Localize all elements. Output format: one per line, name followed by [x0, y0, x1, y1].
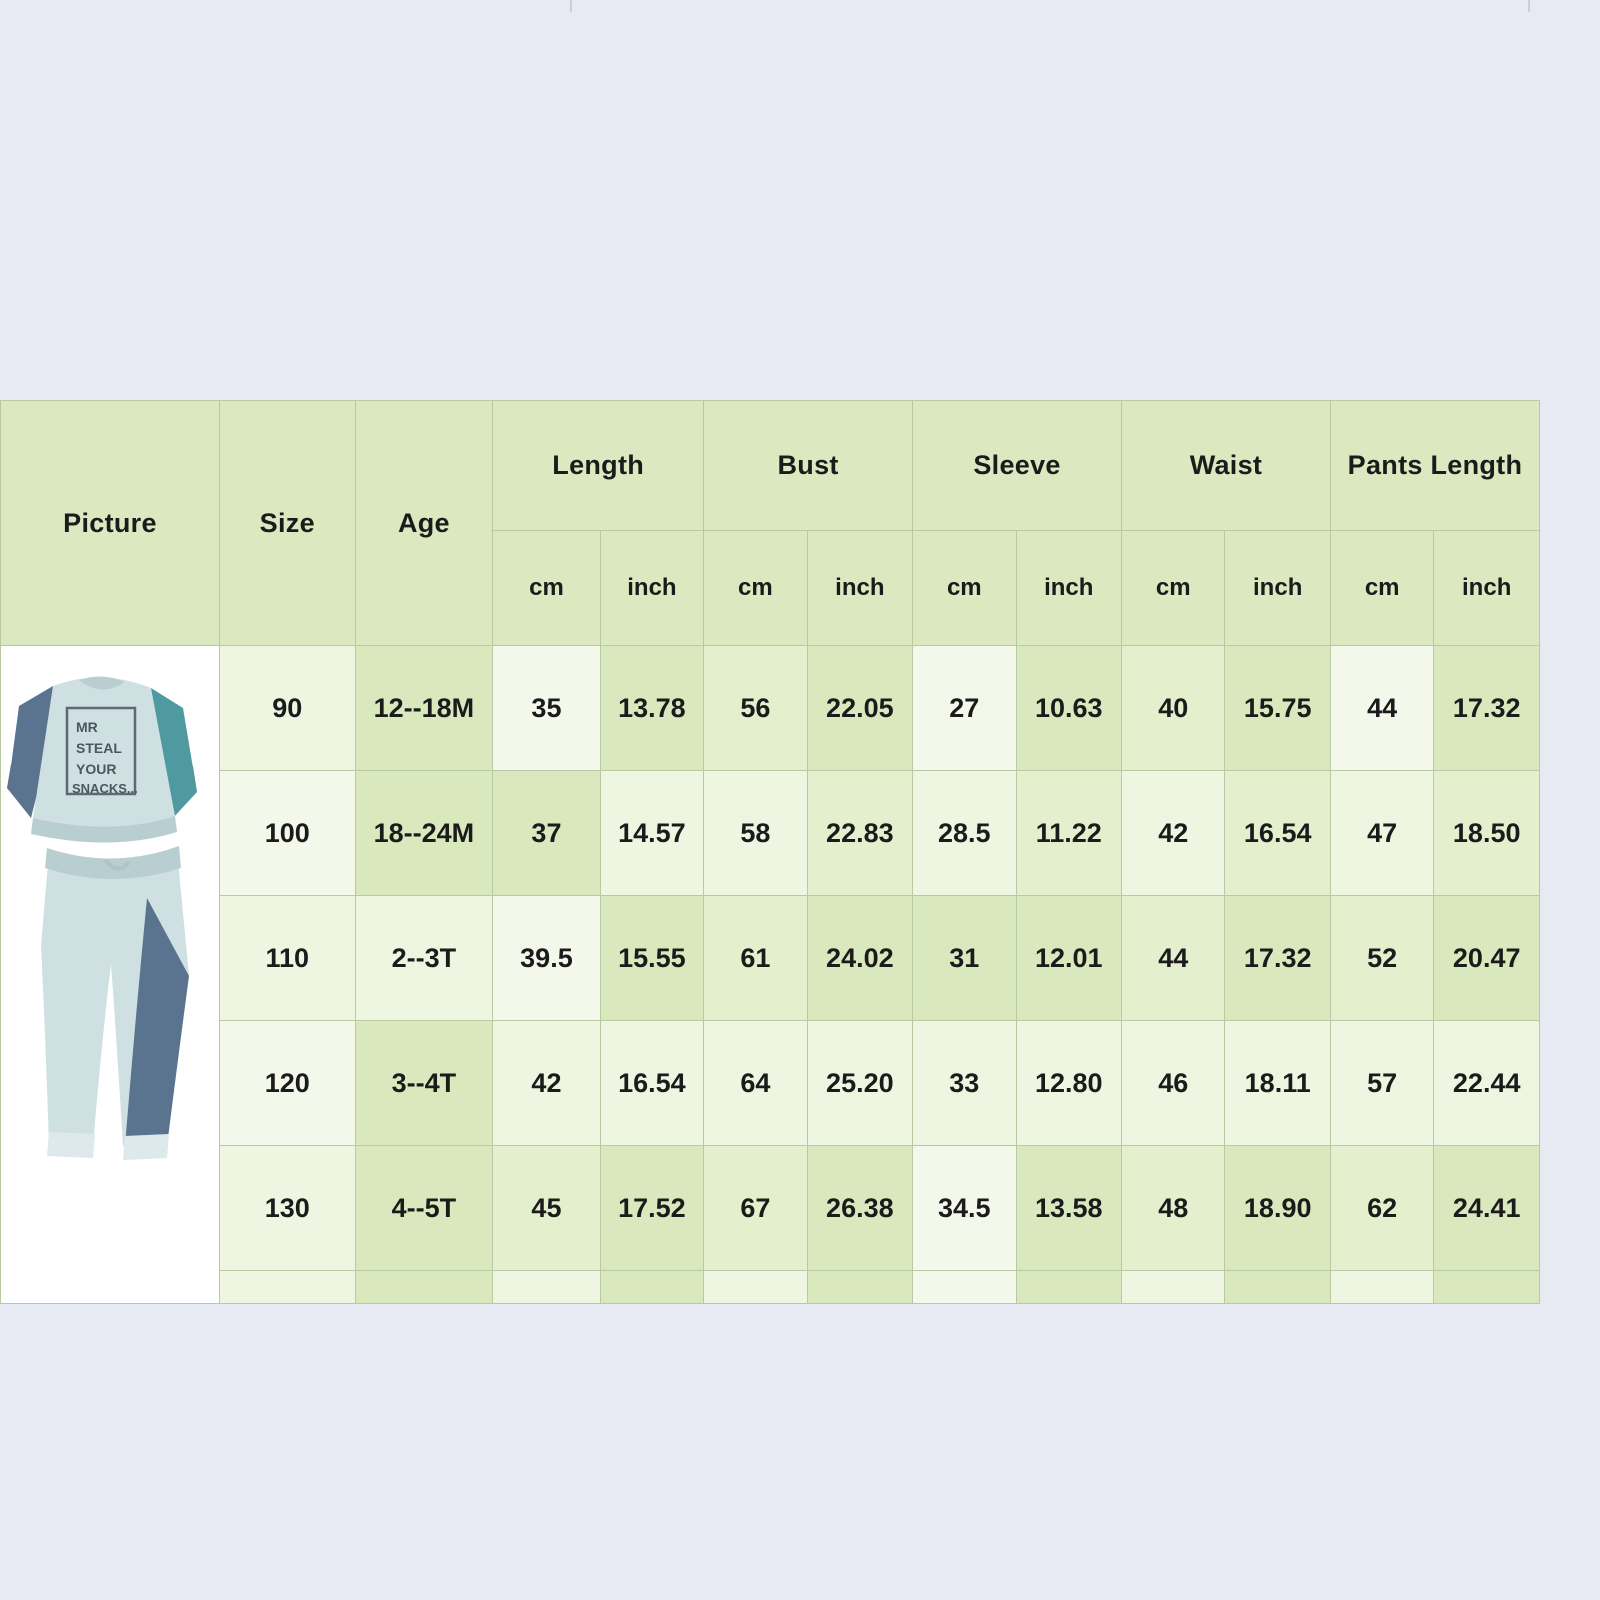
cell-pants-cm-partial	[1330, 1271, 1433, 1304]
svg-text:STEAL: STEAL	[76, 740, 122, 756]
header-waist: Waist	[1122, 401, 1331, 531]
cell-sleeve-inch: 10.63	[1016, 646, 1121, 771]
cell-pants-cm: 47	[1330, 771, 1433, 896]
table-row	[1, 1146, 1540, 1271]
header-pants-cm: cm	[1330, 531, 1433, 646]
cell-size-partial	[219, 1271, 355, 1304]
cell-sleeve-cm: 33	[913, 1021, 1016, 1146]
cell-sleeve-cm: 31	[913, 896, 1016, 1021]
cell-waist-inch: 18.90	[1225, 1146, 1330, 1271]
header-waist-cm: cm	[1122, 531, 1225, 646]
cell-size: 90	[219, 646, 355, 771]
cell-waist-inch-partial	[1225, 1271, 1330, 1304]
cell-age: 4--5T	[355, 1146, 493, 1271]
svg-text:YOUR: YOUR	[76, 761, 117, 777]
cell-pants-inch: 22.44	[1434, 1021, 1540, 1146]
cell-waist-cm: 40	[1122, 646, 1225, 771]
cell-length-cm: 42	[493, 1021, 600, 1146]
table-body	[1, 646, 1540, 1304]
cell-size: 110	[219, 896, 355, 1021]
cell-length-inch: 17.52	[600, 1146, 703, 1271]
cell-age: 2--3T	[355, 896, 493, 1021]
header-row-groups	[1, 401, 1540, 531]
cell-sleeve-inch: 11.22	[1016, 771, 1121, 896]
cell-waist-inch: 17.32	[1225, 896, 1330, 1021]
cell-age: 12--18M	[355, 646, 493, 771]
header-bust-inch: inch	[807, 531, 912, 646]
cell-age: 18--24M	[355, 771, 493, 896]
cell-waist-cm: 46	[1122, 1021, 1225, 1146]
product-image-cell	[1, 646, 220, 1304]
header-sleeve-inch: inch	[1016, 531, 1121, 646]
cell-sleeve-inch: 12.01	[1016, 896, 1121, 1021]
cell-sleeve-inch: 12.80	[1016, 1021, 1121, 1146]
cell-bust-inch: 24.02	[807, 896, 912, 1021]
table-row	[1, 1021, 1540, 1146]
cell-bust-cm: 56	[704, 646, 807, 771]
header-pants-length: Pants Length	[1330, 401, 1539, 531]
table-row-partial	[1, 1271, 1540, 1304]
cell-length-cm: 37	[493, 771, 600, 896]
cell-length-cm: 39.5	[493, 896, 600, 1021]
cell-length-inch: 15.55	[600, 896, 703, 1021]
page-edge-mark-left	[570, 0, 572, 12]
cell-age-partial	[355, 1271, 493, 1304]
table-row	[1, 646, 1540, 771]
header-bust: Bust	[704, 401, 913, 531]
cell-pants-cm: 44	[1330, 646, 1433, 771]
cell-sleeve-cm: 27	[913, 646, 1016, 771]
header-length-inch: inch	[600, 531, 703, 646]
cell-waist-inch: 15.75	[1225, 646, 1330, 771]
cell-bust-cm: 67	[704, 1146, 807, 1271]
product-image-wrap	[1, 646, 219, 1303]
cell-bust-cm-partial	[704, 1271, 807, 1304]
cell-bust-inch: 22.83	[807, 771, 912, 896]
cell-size: 100	[219, 771, 355, 896]
table-row	[1, 896, 1540, 1021]
cell-pants-inch: 24.41	[1434, 1146, 1540, 1271]
header-sleeve-cm: cm	[913, 531, 1016, 646]
cell-length-inch: 14.57	[600, 771, 703, 896]
cell-length-cm-partial	[493, 1271, 600, 1304]
cell-age: 3--4T	[355, 1021, 493, 1146]
cell-pants-cm: 52	[1330, 896, 1433, 1021]
cell-length-inch: 16.54	[600, 1021, 703, 1146]
cell-pants-inch: 18.50	[1434, 771, 1540, 896]
header-picture: Picture	[1, 401, 220, 646]
size-chart-sheet	[0, 400, 1540, 1300]
cell-pants-cm: 57	[1330, 1021, 1433, 1146]
cell-sleeve-cm: 34.5	[913, 1146, 1016, 1271]
cell-waist-cm: 42	[1122, 771, 1225, 896]
cell-length-cm: 35	[493, 646, 600, 771]
cell-size: 120	[219, 1021, 355, 1146]
cell-pants-inch-partial	[1434, 1271, 1540, 1304]
cell-waist-inch: 16.54	[1225, 771, 1330, 896]
size-chart-table	[0, 400, 1540, 1304]
header-length-cm: cm	[493, 531, 600, 646]
svg-text:MR: MR	[76, 719, 98, 735]
cell-waist-inch: 18.11	[1225, 1021, 1330, 1146]
header-size: Size	[219, 401, 355, 646]
cell-bust-cm: 61	[704, 896, 807, 1021]
svg-text:SNACKS...: SNACKS...	[72, 781, 138, 796]
cell-bust-cm: 58	[704, 771, 807, 896]
cell-sleeve-cm: 28.5	[913, 771, 1016, 896]
cell-bust-inch-partial	[807, 1271, 912, 1304]
cell-waist-cm-partial	[1122, 1271, 1225, 1304]
table-header	[1, 401, 1540, 646]
cell-size: 130	[219, 1146, 355, 1271]
header-sleeve: Sleeve	[913, 401, 1122, 531]
cell-sleeve-cm-partial	[913, 1271, 1016, 1304]
cell-sleeve-inch: 13.58	[1016, 1146, 1121, 1271]
cell-bust-inch: 22.05	[807, 646, 912, 771]
header-bust-cm: cm	[704, 531, 807, 646]
header-age: Age	[355, 401, 493, 646]
header-length: Length	[493, 401, 704, 531]
page-edge-mark-right	[1528, 0, 1530, 12]
cell-waist-cm: 48	[1122, 1146, 1225, 1271]
table-row	[1, 771, 1540, 896]
cell-pants-inch: 20.47	[1434, 896, 1540, 1021]
cell-length-inch: 13.78	[600, 646, 703, 771]
cell-pants-inch: 17.32	[1434, 646, 1540, 771]
cell-sleeve-inch-partial	[1016, 1271, 1121, 1304]
cell-waist-cm: 44	[1122, 896, 1225, 1021]
header-waist-inch: inch	[1225, 531, 1330, 646]
cell-bust-inch: 26.38	[807, 1146, 912, 1271]
header-pants-inch: inch	[1434, 531, 1540, 646]
cell-length-cm: 45	[493, 1146, 600, 1271]
cell-bust-cm: 64	[704, 1021, 807, 1146]
cell-pants-cm: 62	[1330, 1146, 1433, 1271]
baby-outfit-photo	[1, 646, 219, 1266]
cell-bust-inch: 25.20	[807, 1021, 912, 1146]
cell-length-inch-partial	[600, 1271, 703, 1304]
